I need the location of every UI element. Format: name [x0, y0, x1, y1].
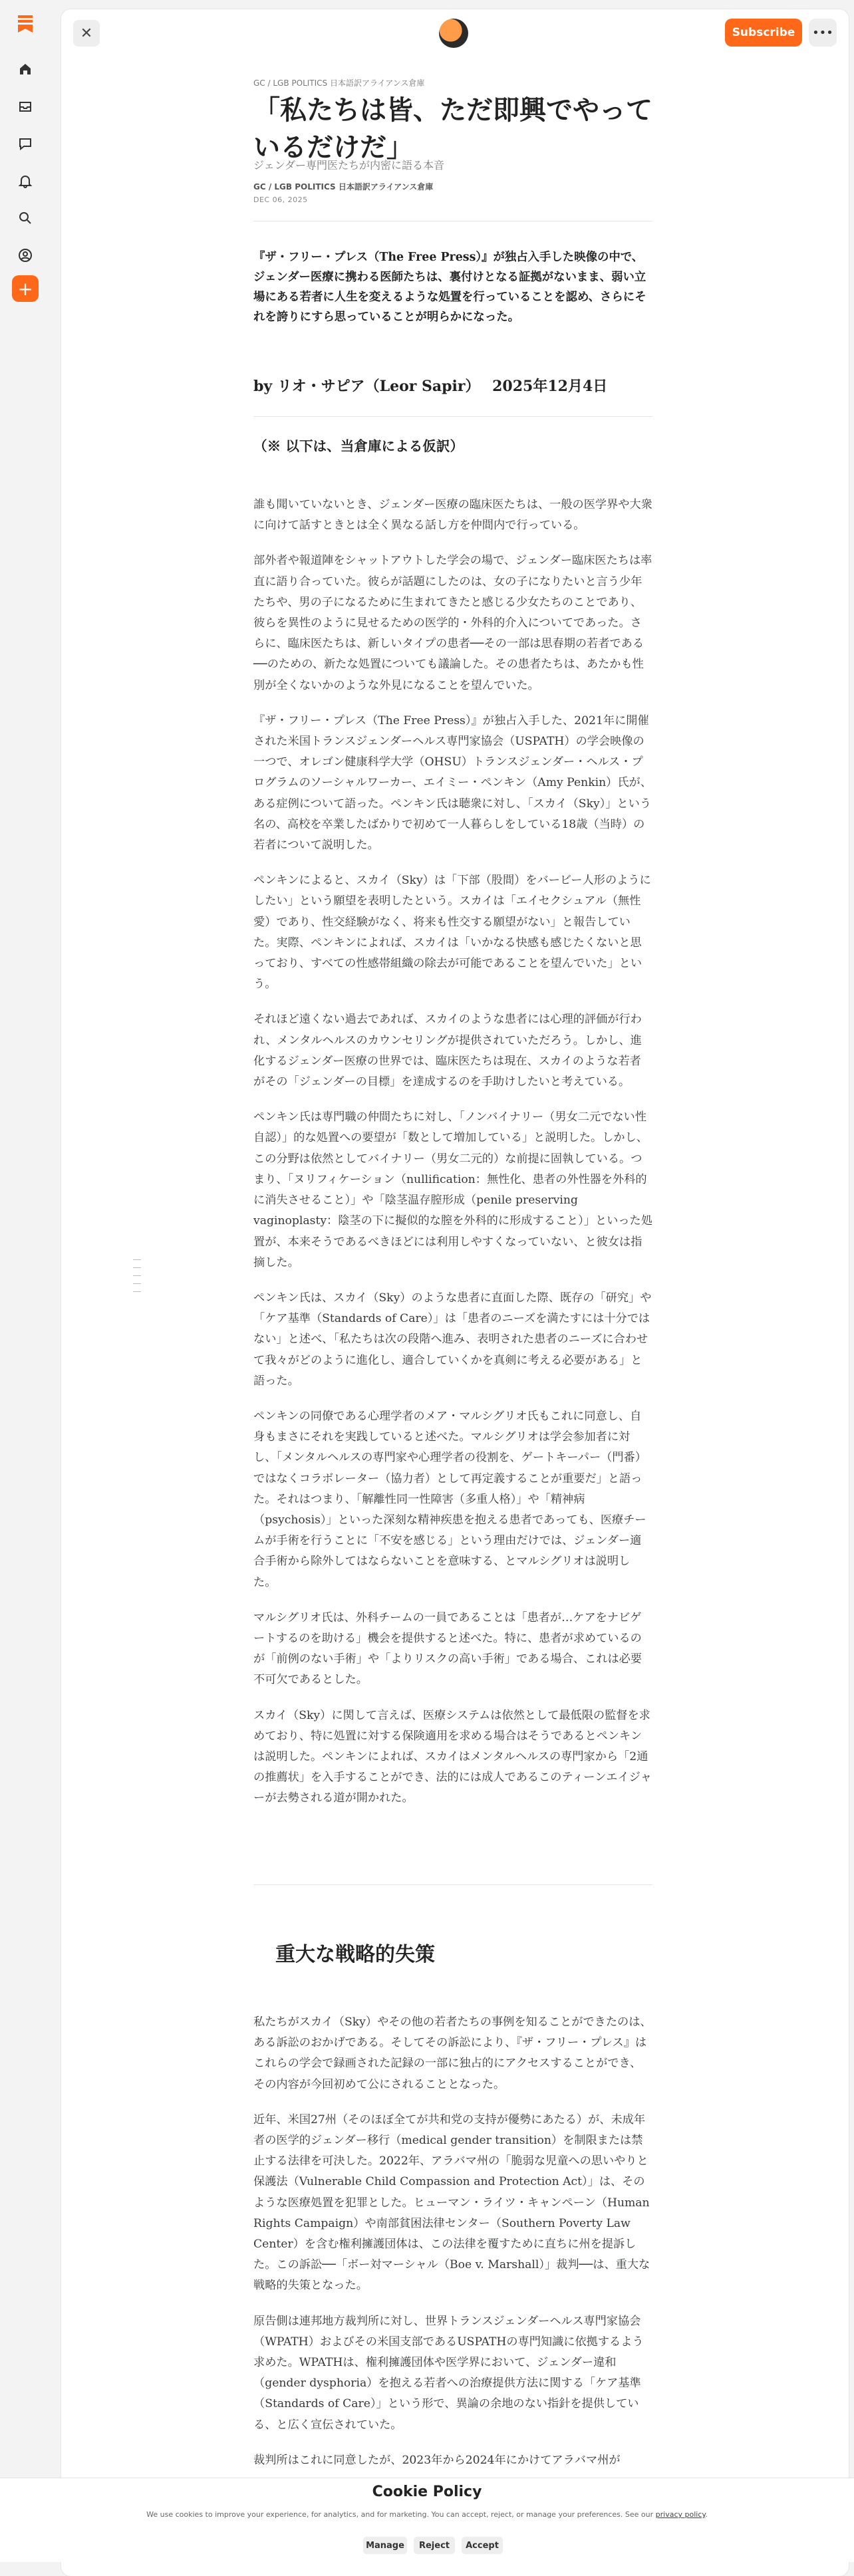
subscribe-button[interactable]: Subscribe [725, 19, 802, 47]
article-body-2 [253, 2012, 652, 2471]
cookie-text [0, 2510, 854, 2519]
page-title: 「私たちは皆、ただ即興でやっているだけだ」 [253, 94, 652, 163]
chat-icon[interactable] [15, 133, 36, 154]
post-byline[interactable]: GC / LGB POLITICS 日本語訳アライアンス倉庫 [253, 182, 434, 192]
left-rail [0, 0, 51, 2561]
post-date: DEC 06, 2025 [253, 195, 308, 204]
paragraph: それほど遠くない過去であれば、スカイのような患者には心理的評価が行われ、メンタルヘルスのカウンセリングが提供されていただろう。しかし、進化するジェンダー医療の世界では、臨床医たちは現在、スカイのような若者がその「ジェンダーの目標」を達成するのを手助けしたいと考えている。 [253, 1013, 642, 1089]
plus-icon[interactable]: + [12, 275, 39, 302]
accept-button[interactable]: Accept [462, 2537, 503, 2554]
paragraph: 誰も聞いていないとき、ジェンダー医療の臨床医たちは、一般の医学界や大衆に向けて話すときとは全く異なる話し方を仲間内で行っている。 [253, 498, 652, 533]
reading-progress-marks [133, 1259, 141, 1299]
cookie-text-period: . [705, 2510, 708, 2519]
manage-button[interactable]: Manage [363, 2537, 407, 2554]
reject-button[interactable]: Reject [414, 2537, 455, 2554]
paragraph: ペンキン氏は専門職の仲間たちに対し、「ノンバイナリー（男女二元でない性自認）」的な処置への要望が「数として増加している」と説明した。しかし、この分野は依然としてバイナリー（男女二元的）な前提に固執している。つまり、「ヌリフィケーション（nullification：無性化、患者の外性器を外科的に消失させること）」や「陰茎温存膣形成（penile preserving vaginoplasty：陰茎の下に擬似的な膣を外科的に形成すること）」といった処置が、本来そうであるべきほどには利用しやすくなっていない、と彼女は指摘した。 [253, 1110, 652, 1269]
bell-icon[interactable] [15, 170, 36, 192]
ellipsis-icon[interactable]: ••• [809, 19, 837, 47]
close-icon[interactable]: ✕ [73, 20, 100, 47]
section-divider [253, 1884, 652, 1885]
author-line: by リオ・サピア（Leor Sapir） 2025年12月4日 [253, 378, 608, 395]
publication-logo[interactable] [439, 19, 468, 48]
article-lead [253, 247, 652, 327]
paragraph: 裁判所はこれに同意したが、2023年から2024年にかけてアラバマ州が [253, 2453, 621, 2467]
section-heading: 重大な戦略的失策 [275, 1943, 435, 1966]
post-subtitle: ジェンダー専門医たちが内密に語る本音 [253, 159, 445, 172]
post-card [61, 9, 849, 2576]
cookie-text-body: We use cookies to improve your experience, for analytics, and for marketing. You can accept, reject, or manage your preferences. See our [146, 2510, 656, 2519]
paragraph: マルシグリオ氏は、外科チームの一員であることは「患者が…ケアをナビゲートするのを助ける」機会を提供すると述べた。特に、患者が求めているのが「前例のない手術」や「よりリスクの高い手術」である場合、これは必要不可欠であるとした。 [253, 1610, 642, 1687]
inbox-icon[interactable] [15, 96, 36, 117]
paragraph: 近年、米国27州（そのほぼ全てが共和党の支持が優勢にあたる）が、未成年者の医学的ジェンダー移行（medical gender transition）を制限または禁止する法律を可決した。2022年、アラバマ州の「脆弱な児童への思いやりと保護法（Vulnerable Child Compassion and Protection Act）」は、そのような医療処置を犯罪とした。ヒューマン・ライツ・キャンペーン（Human Rights Campaign）や南部貧困法律センター（Southern Poverty Law Center）を含む権利擁護団体は、この法律を覆すために直ちに州を提訴した。この訴訟──「ボー対マーシャル（Boe v. Marshall）」裁判──は、重大な戦略的失策となった。 [253, 2113, 650, 2293]
paragraph: 原告側は連邦地方裁判所に対し、世界トランスジェンダーヘルス専門家協会（WPATH）およびその米国支部であるUSPATHの専門知識に依拠するよう求めた。WPATHは、権利擁護団体や医学界において、ジェンダー違和（gender dysphoria）を抱える若者への治療提供方法に関する「ケア基準（Standards of Care）」という形で、異論の余地のない指針を提供している、と広く宣伝されていた。 [253, 2314, 644, 2432]
post-kicker[interactable]: GC / LGB POLITICS 日本語訳アライアンス倉庫 [253, 78, 425, 88]
paragraph: 部外者や報道陣をシャットアウトした学会の場で、ジェンダー臨床医たちは率直に語り合っていた。彼らが話題にしたのは、女の子になりたいと言う少年たちや、男の子になるために生まれてきたと感じる少女たちのことであり、彼らを異性のように見せるための医学的・外科的介入についてであった。さらに、臨床医たちは、新しいタイプの患者──その一部は思春期の若者である──のための、新たな処置についても議論した。その患者たちは、あたかも性別が全くないかのような外見になることを望んでいた。 [253, 554, 652, 692]
privacy-policy-link[interactable]: privacy policy [655, 2510, 706, 2519]
paragraph: 私たちがスカイ（Sky）やその他の若者たちの事例を知ることができたのは、ある訴訟のおかげである。そしてその訴訟により、『ザ・フリー・プレス』はこれらの学会で録画された記録の一部に独占的にアクセスすることができ、その内容が今回初めて公にされることとなった。 [253, 2015, 652, 2091]
profile-icon[interactable] [15, 245, 36, 266]
lead-paragraph: 『ザ・フリー・プレス（The Free Press）』が独占入手した映像の中で、ジェンダー医療に携わる医師たちは、裏付けとなる証拠がないまま、弱い立場にある若者に人生を変えるような処置を行っていることを認め、さらにそれを誇りにすら思っていることが明らかになった。 [253, 251, 646, 324]
article-body [253, 495, 652, 1809]
search-icon[interactable] [15, 207, 36, 229]
paragraph: 『ザ・フリー・プレス（The Free Press）』が独占入手した、2021年に開催された米国トランスジェンダーヘルス専門家協会（USPATH）の学会映像の一つで、オレゴン健康科学大学（OHSU）トランスジェンダー・ヘルス・プログラムのソーシャルワーカー、エイミー・ペンキン（Amy Penkin）氏が、ある症例について語った。ペンキン氏は聴衆に対し、「スカイ（Sky）」という名の、高校を卒業したばかりで初めて一人暮らしをしている18歳（当時）の若者について説明した。 [253, 713, 652, 852]
divider [253, 416, 652, 417]
cookie-title: Cookie Policy [372, 2484, 482, 2500]
cookie-banner [0, 2478, 854, 2562]
paragraph: ペンキン氏は、スカイ（Sky）のような患者に直面した際、既存の「研究」や「ケア基準（Standards of Care）」は「患者のニーズを満たすには十分ではない」と述べ、「私たちは次の段階へ進み、表明された患者のニーズに合わせて我々がどのように進化し、適合していくかを真剣に考える必要がある」と語った。 [253, 1291, 652, 1388]
bookmark-logo-icon[interactable] [15, 13, 36, 35]
home-icon[interactable] [15, 59, 36, 80]
translation-note: （※ 以下は、当倉庫による仮訳） [253, 438, 464, 454]
paragraph: ペンキンによると、スカイ（Sky）は「下部（股間）をバービー人形のようにしたい」という願望を表明したという。スカイは「エイセクシュアル（無性愛）であり、性交経験がなく、将来も性交する願望がない」と報告していた。実際、ペンキンによれば、スカイは「いかなる快感も感じたくないと思っており、すべての性感帯組織の除去が可能であることを望んでいた」という。 [253, 874, 651, 991]
paragraph: スカイ（Sky）に関して言えば、医療システムは依然として最低限の監督を求めており、特に処置に対する保険適用を求める場合はそうであるとペンキンは説明した。ペンキンによれば、スカイはメンタルヘルスの専門家から「2通の推薦状」を入手することができ、法的には成人であるこのティーンエイジャーが去勢される道が開かれた。 [253, 1708, 652, 1805]
paragraph: ペンキンの同僚である心理学者のメア・マルシグリオ氏もこれに同意し、自身もまさにそれを実践していると述べた。マルシグリオは学会参加者に対し、「メンタルヘルスの専門家や心理学者の役割を、ゲートキーパー（門番）ではなくコラボレーター（協力者）として再定義することが重要だ」と語った。それはつまり、「解離性同一性障害（多重人格）」や「精神病（psychosis）」といった深刻な精神疾患を抱える患者であっても、医療チームが手術を行うことに「不安を感じる」という理由だけでは、ジェンダー適合手術から除外してはならないことを意味する、とマルシグリオは説明した。 [253, 1409, 646, 1589]
